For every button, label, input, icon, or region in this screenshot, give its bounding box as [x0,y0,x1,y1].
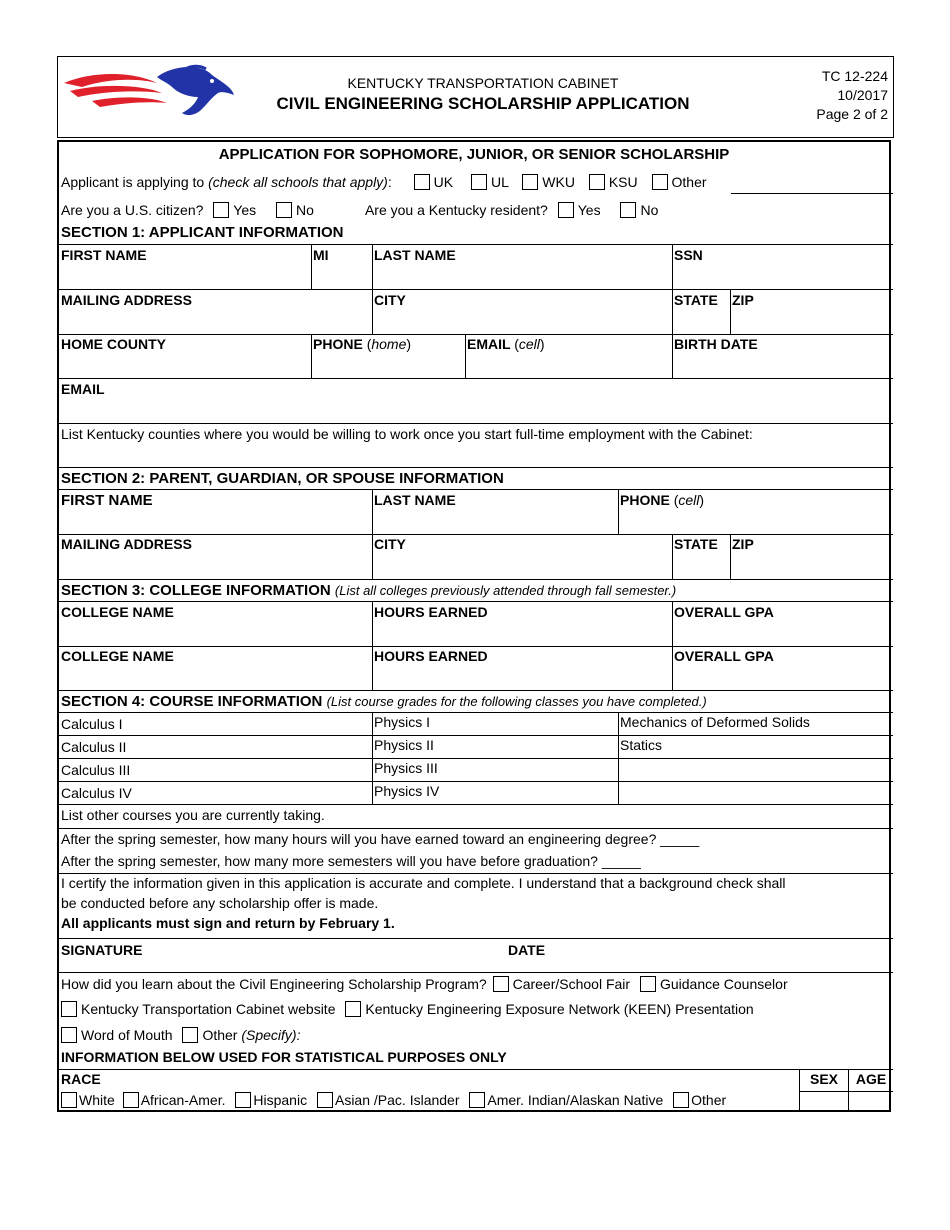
ksu-checkbox[interactable] [589,174,605,190]
s3-gpa-label-2: OVERALL GPA [674,648,774,664]
application-heading: APPLICATION FOR SOPHOMORE, JUNIOR, OR SENIOR SCHOLARSHIP [218,146,730,163]
form-date: 10/2017 [837,87,888,103]
kytc-horse-logo [62,63,237,121]
race-options-row: White African-Amer. Hispanic Asian /Pac. Islander Amer. Indian/Alaskan Native Other [59,1092,726,1108]
s1-ssn-label: SSN [674,247,703,263]
s3-hours-earned-label-2: HOURS EARNED [374,648,488,664]
deadline-notice: All applicants must sign and return by February 1. [61,915,395,931]
resident-no-checkbox[interactable] [620,202,636,218]
s2-last-name-label: LAST NAME [374,492,456,508]
keen-presentation-checkbox[interactable] [345,1001,361,1017]
s1-birth-date-label: BIRTH DATE [674,336,758,352]
other-courses-question: List other courses you are currently taking. [61,807,325,823]
sex-field[interactable] [800,1092,847,1111]
agency-name: KENTUCKY TRANSPORTATION CABINET [347,75,619,91]
s2-phone-label: PHONE (cell) [620,492,705,508]
page-number: Page 2 of 2 [816,106,888,122]
course-calculus-3: Calculus III [61,762,131,778]
age-label: AGE [855,1071,887,1087]
s3-hours-earned-label-1: HOURS EARNED [374,604,488,620]
career-fair-checkbox[interactable] [493,976,509,992]
sex-label: SEX [809,1071,838,1087]
s1-phone-label: PHONE (home) [313,336,412,352]
citizen-no-checkbox[interactable] [276,202,292,218]
course-physics-2: Physics II [374,737,434,753]
certify-line-1: I certify the information given in this application is accurate and complete. I understand that a background check shall [61,875,786,891]
s3-college-name-label-1: COLLEGE NAME [61,604,174,620]
certify-line-2: be conducted before any scholarship offer is made. [61,895,379,911]
semesters-question: After the spring semester, how many more semesters will you have before graduation? _____ [61,853,641,869]
kytc-website-checkbox[interactable] [61,1001,77,1017]
date-label: DATE [508,942,546,958]
s1-email-label: EMAIL [61,381,105,397]
resident-yes-checkbox[interactable] [558,202,574,218]
s3-college-name-label-2: COLLEGE NAME [61,648,174,664]
s2-first-name-label: FIRST NAME [61,492,153,509]
other-source-checkbox[interactable] [182,1027,198,1043]
race-white-checkbox[interactable] [61,1092,77,1108]
application-form [57,140,891,1112]
race-hispanic-checkbox[interactable] [235,1092,251,1108]
race-other-checkbox[interactable] [673,1092,689,1108]
course-calculus-2: Calculus II [61,739,127,755]
word-of-mouth-checkbox[interactable] [61,1027,77,1043]
hours-question: After the spring semester, how many hours will you have earned toward an engineering degree? _____ [61,831,700,847]
s2-state-label: STATE [674,536,718,552]
other-school-checkbox[interactable] [652,174,668,190]
course-physics-1: Physics I [374,714,431,730]
form-number: TC 12-224 [821,68,888,84]
date-field[interactable] [554,940,884,970]
s2-mailing-address-label: MAILING ADDRESS [61,536,192,552]
age-field[interactable] [849,1092,891,1111]
course-calculus-4: Calculus IV [61,785,132,801]
citizen-row: Are you a U.S. citizen? Yes No Are you a Kentucky resident? Yes No [61,202,659,218]
form-page [57,56,894,1108]
section1-title: SECTION 1: APPLICANT INFORMATION [61,224,344,241]
guidance-counselor-checkbox[interactable] [640,976,656,992]
learn-options-row-3: Word of Mouth Other (Specify): [59,1027,300,1043]
s1-city-label: CITY [374,292,406,308]
section2-title: SECTION 2: PARENT, GUARDIAN, OR SPOUSE INFORMATION [61,470,504,487]
s2-city-label: CITY [374,536,406,552]
race-asian-checkbox[interactable] [317,1092,333,1108]
s1-first-name-field[interactable] [59,262,309,288]
s1-home-county-label: HOME COUNTY [61,336,166,352]
race-label: RACE [61,1071,101,1087]
race-african-amer-checkbox[interactable] [123,1092,139,1108]
uk-checkbox[interactable] [414,174,430,190]
s1-mi-label: MI [313,247,329,263]
ul-checkbox[interactable] [471,174,487,190]
s1-zip-label: ZIP [732,292,754,308]
s1-email-cell-label: EMAIL (cell) [467,336,545,352]
signature-label: SIGNATURE [61,942,143,958]
stats-title: INFORMATION BELOW USED FOR STATISTICAL PURPOSES ONLY [61,1049,507,1065]
course-physics-3: Physics III [374,760,438,776]
s1-state-label: STATE [674,292,718,308]
form-header [57,56,894,138]
form-title: CIVIL ENGINEERING SCHOLARSHIP APPLICATION [276,94,690,113]
signature-field[interactable] [169,940,499,970]
course-mechanics: Mechanics of Deformed Solids [620,714,810,730]
course-statics: Statics [620,737,663,753]
section4-title: SECTION 4: COURSE INFORMATION (List course grades for the following classes you have completed.) [61,693,707,710]
wku-checkbox[interactable] [522,174,538,190]
course-physics-4: Physics IV [374,783,440,799]
s1-first-name-label: FIRST NAME [61,247,147,263]
s1-last-name-label: LAST NAME [374,247,456,263]
race-amer-indian-checkbox[interactable] [469,1092,485,1108]
s3-gpa-label-1: OVERALL GPA [674,604,774,620]
learn-options-row-2: Kentucky Transportation Cabinet website Kentucky Engineering Exposure Network (KEEN) Presentation [59,1001,754,1017]
s1-mailing-address-label: MAILING ADDRESS [61,292,192,308]
applying-to-row: Applicant is applying to (check all schools that apply): UK UL WKU KSU Other [61,174,707,190]
s2-zip-label: ZIP [732,536,754,552]
course-calculus-1: Calculus I [61,716,123,732]
s1-counties-question: List Kentucky counties where you would be willing to work once you start full-time employment with the Cabinet: [61,426,753,442]
section3-title: SECTION 3: COLLEGE INFORMATION (List all colleges previously attended through fall semester.) [61,582,677,599]
learn-question-row: How did you learn about the Civil Engineering Scholarship Program? Career/School Fair Guidance Counselor [61,976,788,992]
citizen-yes-checkbox[interactable] [213,202,229,218]
